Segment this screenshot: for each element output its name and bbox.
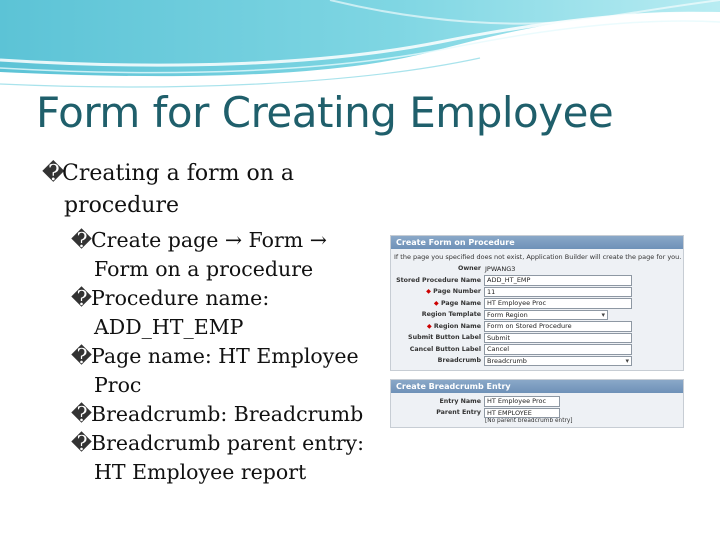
sub-bullet-item — [42, 400, 377, 429]
bullet-marker: � — [71, 286, 93, 310]
form-row — [391, 321, 683, 333]
slide-title: Form for Creating Employee — [36, 88, 614, 137]
form-row — [391, 332, 683, 344]
input-field[interactable]: Submit — [484, 333, 632, 344]
field-label — [391, 334, 484, 341]
sub-bullet-item — [42, 284, 377, 342]
form-row — [391, 355, 683, 367]
bullet-text: Procedure name: ADD_HT_EMP — [91, 286, 270, 339]
header-wave-decoration — [0, 0, 720, 90]
bullet-marker: � — [71, 228, 93, 252]
input-field[interactable]: Cancel — [484, 344, 632, 355]
required-marker-icon: ◆ — [426, 322, 434, 330]
bullet-list — [42, 158, 377, 487]
field-label-text: Page Name — [440, 299, 481, 307]
field-label — [391, 265, 484, 272]
bullet-marker: � — [71, 402, 93, 426]
bullet-item — [42, 158, 377, 222]
apex-wizard-screenshot — [390, 235, 684, 428]
input-field[interactable]: ADD_HT_EMP — [484, 275, 632, 286]
bullet-text: Create page → Form → Form on a procedure — [91, 228, 327, 281]
input-field[interactable]: Form on Stored Procedure — [484, 321, 632, 332]
required-marker-icon: ◆ — [433, 299, 441, 307]
field-label — [391, 277, 484, 284]
bullet-text: Breadcrumb: Breadcrumb — [91, 402, 364, 426]
bullet-text: Page name: HT Employee Proc — [91, 344, 359, 397]
form-row — [391, 309, 683, 321]
panel-header: Create Form on Procedure — [391, 236, 683, 249]
input-field[interactable]: 11 — [484, 287, 632, 298]
field-label — [391, 398, 484, 405]
field-label-text: Submit Button Label — [408, 334, 481, 342]
create-form-panel — [390, 235, 684, 371]
input-field[interactable]: HT EMPLOYEE — [484, 408, 560, 419]
parent-entry-note: [No parent breadcrumb entry] — [485, 417, 573, 424]
input-field[interactable]: HT Employee Proc — [484, 396, 560, 407]
form-row — [391, 275, 683, 287]
sub-bullet-item — [42, 342, 377, 400]
bullet-marker: � — [71, 431, 93, 455]
form-row — [391, 344, 683, 356]
field-label — [391, 288, 484, 295]
field-label-text: Breadcrumb — [437, 357, 481, 365]
form-row — [391, 298, 683, 310]
bullet-marker: � — [42, 161, 65, 186]
field-label-text: Region Name — [433, 322, 481, 330]
field-label-text: Entry Name — [439, 397, 481, 405]
field-label — [391, 323, 484, 330]
bullet-text: Breadcrumb parent entry: HT Employee report — [91, 431, 364, 484]
field-label-text: Page Number — [433, 288, 481, 296]
required-marker-icon: ◆ — [426, 288, 434, 296]
select-field[interactable]: Form Region ▾ — [484, 310, 608, 321]
field-label — [391, 409, 484, 416]
bullet-text: Creating a form on a procedure — [62, 161, 294, 218]
form-row — [391, 263, 683, 275]
field-value: JPWANG3 — [485, 264, 516, 273]
field-label-text: Stored Procedure Name — [396, 276, 481, 284]
select-field[interactable]: Breadcrumb ▾ — [484, 356, 632, 367]
breadcrumb-entry-panel — [390, 379, 684, 428]
field-label — [391, 357, 484, 364]
panel-note: If the page you specified does not exist, Application Builder will create the page for you. — [394, 253, 682, 261]
form-row — [391, 286, 683, 298]
field-label-text: Parent Entry — [436, 409, 481, 417]
field-label — [391, 346, 484, 353]
field-label-text: Owner — [457, 265, 481, 273]
bullet-marker: � — [71, 344, 93, 368]
panel-header: Create Breadcrumb Entry — [391, 380, 683, 393]
sub-bullet-item — [42, 429, 377, 487]
sub-bullet-item — [42, 226, 377, 284]
field-label — [391, 311, 484, 318]
form-row — [391, 396, 683, 408]
input-field[interactable]: HT Employee Proc — [484, 298, 632, 309]
field-label — [391, 300, 484, 307]
field-label-text: Cancel Button Label — [409, 345, 481, 353]
field-label-text: Region Template — [421, 311, 481, 319]
